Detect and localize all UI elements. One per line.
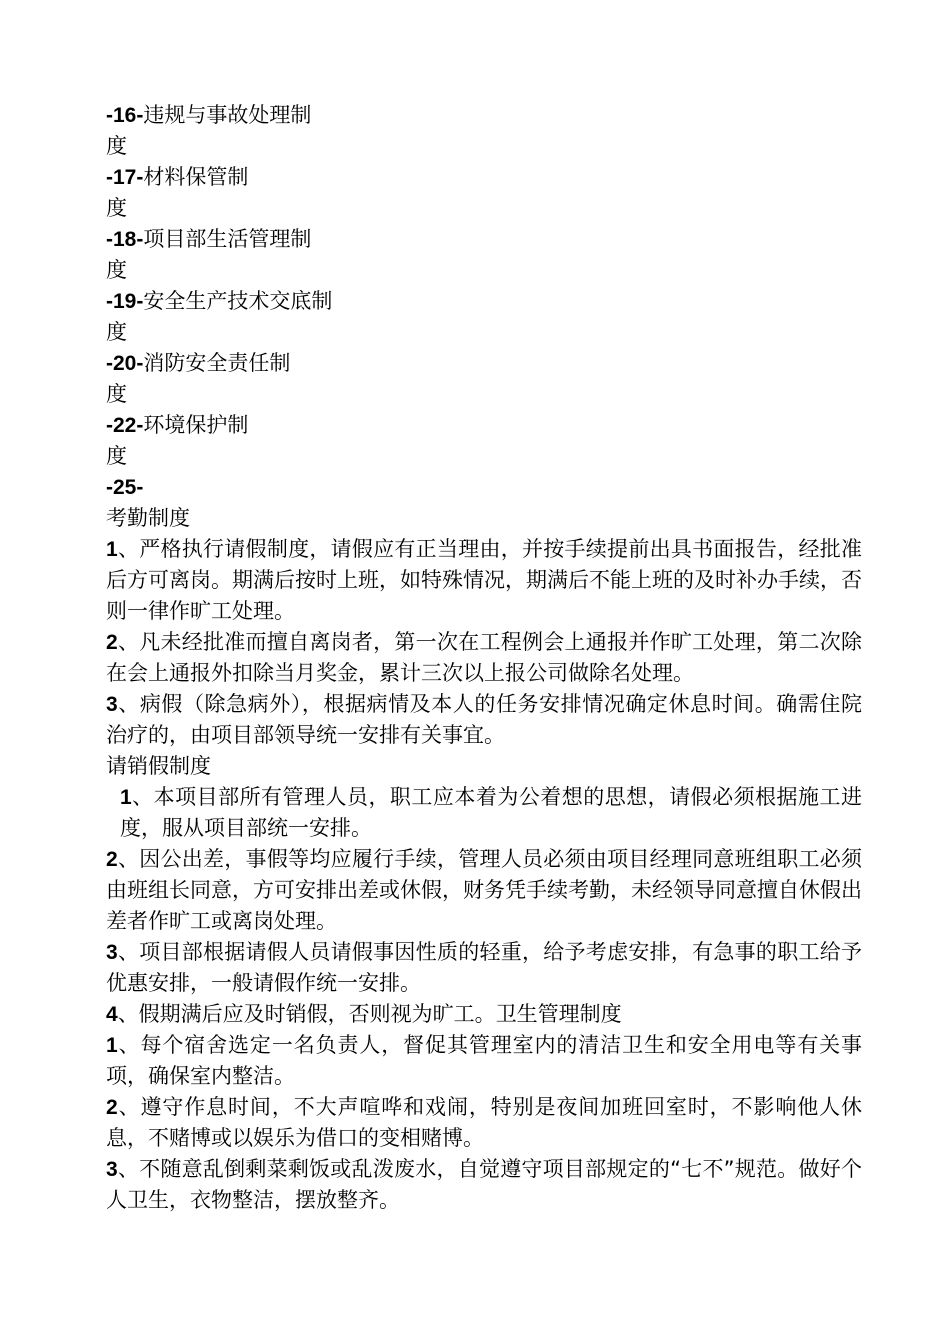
toc-title: 安全生产技术交底制 xyxy=(143,289,333,313)
clause-text: 、不随意乱倒剩菜剩饭或乱泼废水，自觉遵守项目部规定的“七不”规范。做好个人卫生，衣物整洁，摆放整齐。 xyxy=(106,1157,862,1212)
clause-text: 、病假（除急病外），根据病情及本人的任务安排情况确定休息时间。确需住院治疗的，由项目部领导统一安排有关事宜。 xyxy=(106,692,862,747)
toc-title: 环境保护制 xyxy=(143,413,249,437)
toc-page-number: -18- xyxy=(106,228,144,251)
toc-entry xyxy=(106,224,862,255)
clause xyxy=(106,534,862,627)
clause xyxy=(106,1030,862,1092)
attendance-section xyxy=(106,503,862,751)
clause-number: 3 xyxy=(106,1158,118,1181)
clause xyxy=(106,689,862,751)
section-heading: 请销假制度 xyxy=(106,754,211,778)
clause-text: 、本项目部所有管理人员，职工应本着为公着想的思想，请假必须根据施工进度，服从项目部统一安排。 xyxy=(120,785,862,840)
toc-title-continuation: 度 xyxy=(106,134,127,158)
clause-number: 1 xyxy=(106,538,118,561)
toc-title-continuation: 度 xyxy=(106,382,127,406)
clause-text: 、每个宿舍选定一名负责人，督促其管理室内的清洁卫生和安全用电等有关事项，确保室内整洁。 xyxy=(106,1033,862,1088)
toc-title: 项目部生活管理制 xyxy=(143,227,312,251)
toc-page-number: -20- xyxy=(106,352,144,375)
clause-number: 2 xyxy=(106,1096,118,1119)
toc-entry xyxy=(106,100,862,131)
toc-title: 消防安全责任制 xyxy=(143,351,291,375)
toc-page-number: -17- xyxy=(106,166,144,189)
toc-entry xyxy=(106,162,862,193)
clause-number: 1 xyxy=(120,786,132,809)
leave-section xyxy=(106,751,862,1030)
toc-page-number: -25- xyxy=(106,476,144,499)
clause-text: 、遵守作息时间，不大声喧哗和戏闹，特别是夜间加班回室时，不影响他人休息，不赌博或以娱乐为借口的变相赌博。 xyxy=(106,1095,862,1150)
clause-number: 2 xyxy=(106,631,118,654)
toc-list xyxy=(106,100,862,503)
clause xyxy=(106,627,862,689)
section-heading: 卫生管理制度 xyxy=(495,1002,622,1026)
toc-title-continuation: 度 xyxy=(106,258,127,282)
clause xyxy=(106,782,862,844)
section-heading: 考勤制度 xyxy=(106,506,190,530)
toc-title: 违规与事故处理制 xyxy=(143,103,312,127)
toc-title: 材料保管制 xyxy=(143,165,249,189)
clause-number: 1 xyxy=(106,1034,118,1057)
toc-page-number: -22- xyxy=(106,414,144,437)
clause-text: 、项目部根据请假人员请假事因性质的轻重，给予考虑安排，有急事的职工给予优惠安排，一般请假作统一安排。 xyxy=(106,940,862,995)
toc-entry xyxy=(106,286,862,317)
toc-page-number: -19- xyxy=(106,290,144,313)
toc-entry xyxy=(106,410,862,441)
clause-text: 、假期满后应及时销假，否则视为旷工。 xyxy=(117,1002,496,1026)
toc-page-number: -16- xyxy=(106,104,144,127)
toc-entry xyxy=(106,348,862,379)
clause xyxy=(106,844,862,937)
toc-title-continuation: 度 xyxy=(106,196,127,220)
toc-entry xyxy=(106,472,862,503)
clause-text: 、凡未经批准而擅自离岗者，第一次在工程例会上通报并作旷工处理，第二次除在会上通报外扣除当月奖金，累计三次以上报公司做除名处理。 xyxy=(106,630,862,685)
clause xyxy=(106,1092,862,1154)
clause-number: 4 xyxy=(106,1003,118,1026)
hygiene-section xyxy=(106,1030,862,1216)
clause-text: 、因公出差，事假等均应履行手续，管理人员必须由项目经理同意班组职工必须由班组长同意，方可安排出差或休假，财务凭手续考勤，未经领导同意擅自休假出差者作旷工或离岗处理。 xyxy=(106,847,862,933)
toc-title-continuation: 度 xyxy=(106,444,127,468)
clause-number: 3 xyxy=(106,941,118,964)
toc-title-continuation: 度 xyxy=(106,320,127,344)
clause-number: 2 xyxy=(106,848,118,871)
clause-number: 3 xyxy=(106,693,118,716)
clause xyxy=(106,999,862,1030)
clause xyxy=(106,1154,862,1216)
clause-text: 、严格执行请假制度，请假应有正当理由，并按手续提前出具书面报告，经批准后方可离岗。期满后按时上班，如特殊情况，期满后不能上班的及时补办手续，否则一律作旷工处理。 xyxy=(106,537,862,623)
clause xyxy=(106,937,862,999)
document-body xyxy=(106,100,862,1216)
